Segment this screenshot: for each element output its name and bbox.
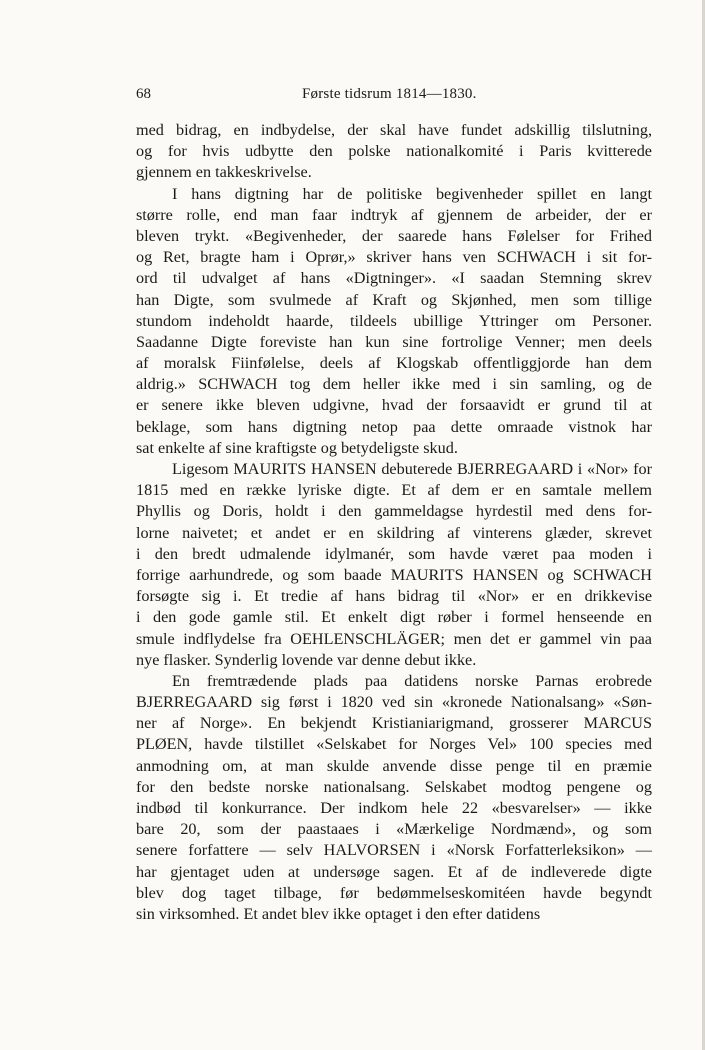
text-line: aldrig.» SCHWACH tog dem heller ikke med i sin samling, og de: [136, 375, 652, 394]
text-line: I hans digtning har de politiske begivenheder spillet en langt: [172, 184, 652, 203]
body-text: [136, 120, 652, 925]
text-line: af moralsk Fiinfølelse, deels af Klogskab offentliggjorde han dem: [136, 354, 652, 373]
text-line: og Ret, bragte ham i Oprør,» skriver hans ven SCHWACH i sit for-: [136, 248, 652, 267]
text-line: ord til udvalget af hans «Digtninger». «I saadan Stemning skrev: [136, 269, 652, 288]
text-line: forsøgte sig i. Et tredie af hans bidrag til «Nor» er en drikkevise: [136, 587, 652, 606]
text-line: senere forfattere — selv HALVORSEN i «Norsk Forfatterleksikon» —: [136, 841, 652, 860]
text-line: bare 20, som der paastaaes i «Mærkelige Nordmænd», og som: [136, 820, 652, 839]
text-line: 1815 med en række lyriske digte. Et af dem er en samtale mellem: [136, 481, 652, 500]
paragraph: [136, 184, 652, 459]
text-line: stundom indeholdt haarde, tildeels ubillige Yttringer om Personer.: [136, 311, 652, 330]
running-head: Første tidsrum 1814—1830.: [302, 86, 477, 102]
text-line: større rolle, end man faar indtryk af gjennem de arbeider, der er: [136, 205, 652, 224]
text-line: beklage, som hans digtning netop paa dette omraade vistnok har: [136, 417, 652, 436]
text-line: anmodning om, at man skulde anvende disse penge til en præmie: [136, 756, 652, 775]
paragraph: [136, 671, 652, 925]
text-line: for den bedste norske nationalsang. Selskabet modtog pengene og: [136, 777, 652, 796]
text-line: er senere ikke bleven udgivne, hvad der forsaavidt er grund til at: [136, 396, 652, 415]
text-line: blev dog taget tilbage, før bedømmelseskomitéen havde begyndt: [136, 883, 652, 902]
text-line: med bidrag, en indbydelse, der skal have fundet adskillig tilslutning,: [136, 121, 652, 139]
text-line: PLØEN, havde tilstillet «Selskabet for Norges Vel» 100 species med: [136, 735, 652, 754]
text-line: sat enkelte af sine kraftigste og betydeligste skud.: [136, 438, 458, 457]
page-number: 68: [136, 86, 151, 102]
text-line: bleven trykt. «Begivenheder, der saarede hans Følelser for Frihed: [136, 226, 652, 245]
text-line: i den gode gamle stil. Et enkelt digt røber i formel henseende en: [136, 608, 652, 627]
text-line: har gjentaget uden at undersøge sagen. Et af de indleverede digte: [136, 862, 652, 881]
text-line: sin virksomhed. Et andet blev ikke optaget i den efter datidens: [136, 904, 541, 923]
text-line: Saadanne Digte foreviste han kun sine fortrolige Venner; men deels: [136, 332, 652, 351]
text-line: indbød til konkurrance. Der indkom hele 22 «besvarelser» — ikke: [136, 799, 652, 817]
text-line: smule indflydelse fra OEHLENSCHLÄGER; men det er gammel vin paa: [136, 629, 652, 648]
paragraph: [136, 459, 652, 671]
paragraph: [136, 120, 652, 184]
text-line: BJERREGAARD sig først i 1820 ved sin «kronede Nationalsang» «Søn-: [136, 693, 652, 712]
text-line: og for hvis udbytte den polske nationalkomité i Paris kvitterede: [136, 142, 652, 161]
text-line: i den bredt udmalende idylmanér, som havde været paa moden i: [136, 544, 652, 563]
text-line: lorne naivetet; et andet er en skildring af vinterens glæder, skrevet: [136, 523, 652, 542]
text-line: ner af Norge». En bekjendt Kristianiarigmand, grosserer MARCUS: [136, 714, 652, 733]
text-line: Phyllis og Doris, holdt i den gammeldagse hyrdestil med dens for-: [136, 502, 652, 521]
text-line: En fremtrædende plads paa datidens norske Parnas erobrede: [172, 671, 652, 690]
page-header: [136, 86, 652, 110]
text-line: Ligesom MAURITS HANSEN debuterede BJERREGAARD i «Nor» for: [172, 460, 652, 478]
text-line: nye flasker. Synderlig lovende var denne debut ikke.: [136, 650, 477, 669]
text-line: han Digte, som svulmede af Kraft og Skjønhed, men som tillige: [136, 290, 652, 309]
text-line: gjennem en takkeskrivelse.: [136, 163, 312, 182]
text-line: forrige aarhundrede, og som baade MAURITS HANSEN og SCHWACH: [136, 565, 652, 584]
